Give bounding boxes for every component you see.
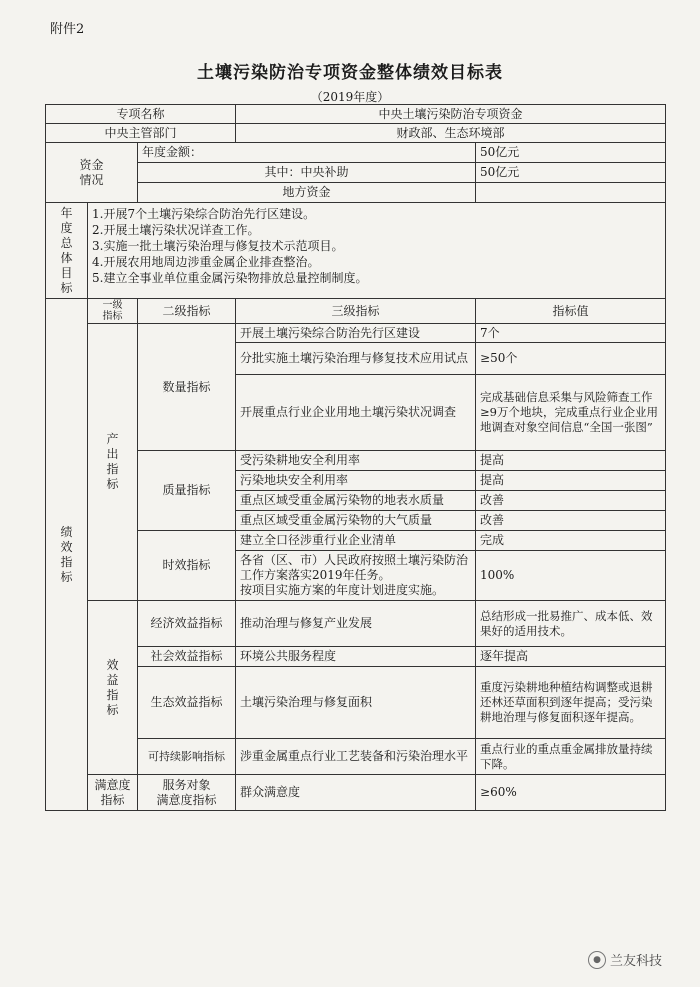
wechat-icon: ● <box>588 951 606 969</box>
central-value: 50亿元 <box>476 163 666 183</box>
indicator-value: 重度污染耕地种植结构调整或退耕还林还草面积到逐年提高；受污染耕地治理与修复面积逐年提高。 <box>476 667 666 739</box>
indicator-name: 开展重点行业企业用地土壤污染状况调查 <box>236 375 476 451</box>
level2-name: 生态效益指标 <box>138 667 236 739</box>
table-row <box>46 324 666 343</box>
perf-header-row <box>46 299 666 324</box>
central-label: 其中：中央补助 <box>138 163 476 183</box>
indicator-value: 100% <box>476 551 666 601</box>
output-label: 产 出 指 标 <box>88 324 138 601</box>
level2-name: 可持续影响指标 <box>138 739 236 775</box>
funding-label: 资金 情况 <box>46 143 138 203</box>
goal-item: 4.开展农用地周边涉重金属企业排查整治。 <box>92 255 320 269</box>
year-label: （2019年度） <box>310 90 390 104</box>
indicator-value: 重点行业的重点重金属排放量持续下降。 <box>476 739 666 775</box>
fund-name-label: 专项名称 <box>46 105 236 124</box>
goals-row <box>46 203 666 299</box>
table-row <box>46 667 666 739</box>
indicator-name: 建立全口径涉重行业企业清单 <box>236 531 476 551</box>
timeliness-label: 时效指标 <box>138 531 236 601</box>
level2-name: 经济效益指标 <box>138 601 236 647</box>
dept-value: 财政部、生态环境部 <box>236 124 666 143</box>
indicator-name: 重点区域受重金属污染物的地表水质量 <box>236 491 476 511</box>
level3-header: 三级指标 <box>236 299 476 324</box>
indicator-value: 总结形成一批易推广、成本低、效果好的适用技术。 <box>476 601 666 647</box>
fund-name-value: 中央土壤污染防治专项资金 <box>236 105 666 124</box>
goals-label: 年 度 总 体 目 标 <box>46 203 88 299</box>
annual-row <box>46 143 666 163</box>
level2-header: 二级指标 <box>138 299 236 324</box>
indicator-name: 涉重金属重点行业工艺装备和污染治理水平 <box>236 739 476 775</box>
table-row <box>46 451 666 471</box>
local-label: 地方资金 <box>138 183 476 203</box>
goal-item: 3.实施一批土壤污染治理与修复技术示范项目。 <box>92 239 344 253</box>
dept-label: 中央主管部门 <box>46 124 236 143</box>
goal-item: 2.开展土壤污染状况详查工作。 <box>92 223 260 237</box>
level2-name: 社会效益指标 <box>138 647 236 667</box>
table-row <box>46 739 666 775</box>
goal-item: 5.建立全事业单位重金属污染物排放总量控制制度。 <box>92 271 368 285</box>
indicator-value: 改善 <box>476 491 666 511</box>
level1-header: 一级 指标 <box>88 299 138 324</box>
dept-row <box>46 124 666 143</box>
value-header: 指标值 <box>476 299 666 324</box>
indicator-name: 各省（区、市）人民政府按照土壤污染防治工作方案落实2019年任务。 按项目实施方案的年度计划进度实施。 <box>236 551 476 601</box>
fund-name-row <box>46 105 666 124</box>
watermark <box>588 950 662 969</box>
indicator-value: 改善 <box>476 511 666 531</box>
quality-label: 质量指标 <box>138 451 236 531</box>
page-title: 土壤污染防治专项资金整体绩效目标表 <box>197 63 503 83</box>
indicator-name: 土壤污染治理与修复面积 <box>236 667 476 739</box>
table-row <box>46 647 666 667</box>
quantity-label: 数量指标 <box>138 324 236 451</box>
benefit-label: 效 益 指 标 <box>88 601 138 775</box>
indicator-name: 推动治理与修复产业发展 <box>236 601 476 647</box>
indicator-value: 完成基础信息采集与风险筛查工作≥9万个地块，完成重点行业企业用地调查对象空间信息“全国一张图” <box>476 375 666 451</box>
performance-table <box>45 104 666 811</box>
indicator-name: 群众满意度 <box>236 775 476 811</box>
local-row <box>46 183 666 203</box>
goals-list <box>88 203 666 299</box>
indicator-name: 环境公共服务程度 <box>236 647 476 667</box>
table-row <box>46 775 666 811</box>
indicator-value: ≥50个 <box>476 343 666 375</box>
goal-item: 1.开展7个土壤污染综合防治先行区建设。 <box>92 207 316 221</box>
local-value <box>476 183 666 203</box>
indicator-value: 完成 <box>476 531 666 551</box>
indicator-name: 重点区域受重金属污染物的大气质量 <box>236 511 476 531</box>
perf-label: 绩 效 指 标 <box>46 299 88 811</box>
annual-label: 年度金额： <box>138 143 476 163</box>
indicator-name: 受污染耕地安全利用率 <box>236 451 476 471</box>
indicator-name: 污染地块安全利用率 <box>236 471 476 491</box>
annual-value: 50亿元 <box>476 143 666 163</box>
level2-name: 服务对象 满意度指标 <box>138 775 236 811</box>
central-row <box>46 163 666 183</box>
attachment-label: 附件2 <box>50 22 85 37</box>
indicator-value: ≥60% <box>476 775 666 811</box>
indicator-value: 7个 <box>476 324 666 343</box>
indicator-name: 分批实施土壤污染治理与修复技术应用试点 <box>236 343 476 375</box>
indicator-name: 开展土壤污染综合防治先行区建设 <box>236 324 476 343</box>
indicator-value: 提高 <box>476 451 666 471</box>
watermark-text: 兰友科技 <box>610 954 663 969</box>
satisfaction-label: 满意度 指标 <box>88 775 138 811</box>
table-row <box>46 601 666 647</box>
indicator-value: 逐年提高 <box>476 647 666 667</box>
table-row <box>46 531 666 551</box>
indicator-value: 提高 <box>476 471 666 491</box>
